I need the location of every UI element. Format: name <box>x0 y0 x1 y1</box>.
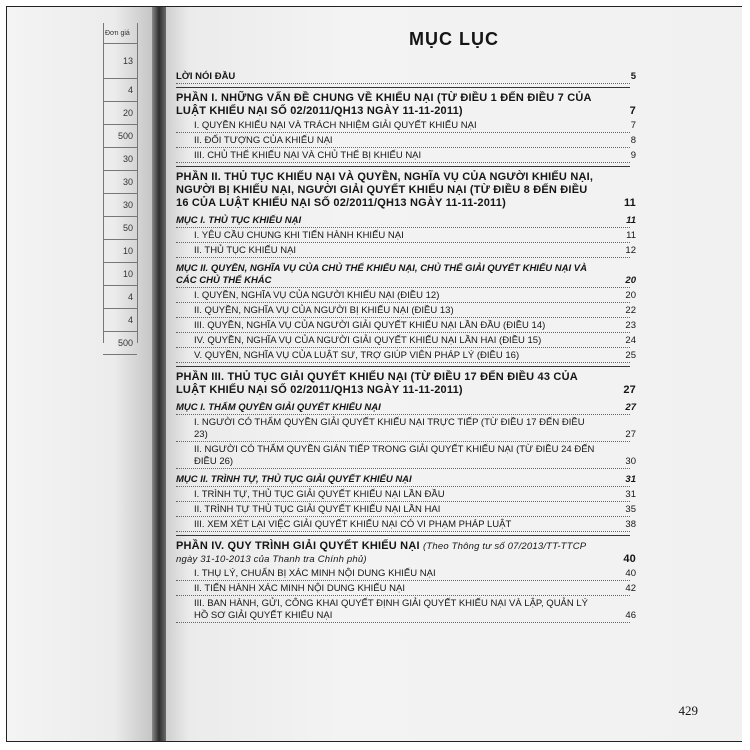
left-page-value: 10 <box>103 240 137 263</box>
section-divider <box>176 535 630 536</box>
right-page <box>166 7 742 741</box>
left-page-value: 500 <box>103 125 137 148</box>
table-line <box>137 23 138 343</box>
toc-entry-text: V. QUYỀN, NGHĨA VỤ CỦA LUẬT SƯ, TRỢ GIÚP VIÊN PHÁP LÝ (ĐIỀU 16) <box>194 350 520 361</box>
toc-entry-text: PHẦN III. THỦ TỤC GIẢI QUYẾT KHIẾU NẠI (TỪ ĐIỀU 17 ĐẾN ĐIỀU 43 CỦA LUẬT KHIẾU NẠI SỐ 02/2011/QH13 NGÀY 11-11-2011) <box>176 371 578 396</box>
toc-entry-text: II. ĐỐI TƯỢNG CỦA KHIẾU NẠI <box>194 135 333 146</box>
toc-section <box>176 263 636 288</box>
toc-entry-text: LỜI NÓI ĐẦU <box>176 71 236 82</box>
toc-page-number: 27 <box>625 402 636 413</box>
toc-page-number: 31 <box>625 474 636 485</box>
toc-page-number: 12 <box>625 245 636 256</box>
toc-part <box>176 92 636 118</box>
toc-preface <box>176 71 636 84</box>
toc-page-number: 5 <box>630 71 636 82</box>
section-divider <box>176 87 630 88</box>
toc-entry-text: II. TIẾN HÀNH XÁC MINH NỘI DUNG KHIẾU NẠI <box>194 583 405 594</box>
toc-entry-text: PHẦN II. THỦ TỤC KHIẾU NẠI VÀ QUYỀN, NGHĨA VỤ CỦA NGƯỜI KHIẾU NẠI, NGƯỜI BỊ KHIẾU NẠI, NGƯỜI GIẢI QUYẾT KHIẾU NẠI (TỪ ĐIỀU 8 ĐẾN ĐIỀU 16 CỦA LUẬT KHIẾU NẠI SỐ 02/2011/QH13 NGÀY 11-11-2011) <box>176 171 594 209</box>
toc-item <box>176 504 636 517</box>
toc-item <box>176 598 636 623</box>
toc-entry-note: (Theo Thông tư số 07/2013/TT-TTCP ngày 31-10-2013 của Thanh tra Chính phủ) <box>176 541 586 565</box>
toc-item <box>176 320 636 333</box>
toc-page-number: 25 <box>625 350 636 361</box>
toc-entry-text: I. THỤ LÝ, CHUẨN BỊ XÁC MINH NỘI DUNG KHIẾU NẠI <box>194 568 436 579</box>
toc-item <box>176 568 636 581</box>
section-divider <box>176 366 630 367</box>
toc-item <box>176 444 636 469</box>
toc-entry-text: MỤC I. THẨM QUYỀN GIẢI QUYẾT KHIẾU NẠI <box>176 402 381 413</box>
toc-page-number: 46 <box>625 610 636 621</box>
toc-entry-text: III. BAN HÀNH, GỬI, CÔNG KHAI QUYẾT ĐỊNH GIẢI QUYẾT KHIẾU NẠI VÀ LẬP, QUẢN LÝ HỒ SƠ GIẢI QUYẾT KHIẾU NẠI <box>194 598 589 621</box>
left-page-value: 4 <box>103 286 137 309</box>
toc-entry-text: PHẦN I. NHỮNG VẤN ĐỀ CHUNG VỀ KHIẾU NẠI (TỪ ĐIỀU 1 ĐẾN ĐIỀU 7 CỦA LUẬT KHIẾU NẠI SỐ 02/2011/QH13 NGÀY 11-11-2011) <box>176 92 592 117</box>
left-page-value: 20 <box>103 102 137 125</box>
toc-section <box>176 402 636 415</box>
toc-page-number: 7 <box>630 120 636 131</box>
toc-entry-text: I. QUYỀN, NGHĨA VỤ CỦA NGƯỜI KHIẾU NẠI (ĐIỀU 12) <box>194 290 440 301</box>
toc-page-number: 20 <box>625 275 636 286</box>
toc-entry-text: IV. QUYỀN, NGHĨA VỤ CỦA NGƯỜI GIẢI QUYẾT KHIẾU NẠI LẦN HAI (ĐIỀU 15) <box>194 335 542 346</box>
toc-page-number: 38 <box>625 519 636 530</box>
toc-part <box>176 171 636 210</box>
toc-item <box>176 150 636 163</box>
toc-item <box>176 245 636 258</box>
left-page-number-column <box>103 23 137 355</box>
toc-entry-text: I. TRÌNH TỰ, THỦ TỤC GIẢI QUYẾT KHIẾU NẠI LẦN ĐẦU <box>194 489 445 500</box>
left-page-header <box>103 23 137 44</box>
toc-entry-text: II. TRÌNH TỰ THỦ TỤC GIẢI QUYẾT KHIẾU NẠI LẦN HAI <box>194 504 441 515</box>
toc-item <box>176 519 636 532</box>
toc-item <box>176 583 636 596</box>
toc-entry-text: II. QUYỀN, NGHĨA VỤ CỦA NGƯỜI BỊ KHIẾU NẠI (ĐIỀU 13) <box>194 305 454 316</box>
toc-page-number: 22 <box>625 305 636 316</box>
toc-section <box>176 215 636 228</box>
page-title: MỤC LỤC <box>409 29 499 49</box>
left-page-value: 500 <box>103 332 137 355</box>
toc-page-number: 27 <box>625 429 636 440</box>
toc-page-number: 20 <box>625 290 636 301</box>
toc-page-number: 11 <box>626 215 636 226</box>
toc-item <box>176 290 636 303</box>
left-page-value: 4 <box>103 79 137 102</box>
toc-page-number: 24 <box>625 335 636 346</box>
toc-page-number: 40 <box>623 553 636 565</box>
toc-entry-text: I. YÊU CẦU CHUNG KHI TIẾN HÀNH KHIẾU NẠI <box>194 230 404 241</box>
toc-item <box>176 230 636 243</box>
left-page-value: 50 <box>103 217 137 240</box>
toc-page-number: 23 <box>625 320 636 331</box>
toc-part <box>176 540 636 566</box>
toc-entry-text: MỤC I. THỦ TỤC KHIẾU NẠI <box>176 215 302 226</box>
toc-page-number: 9 <box>630 150 636 161</box>
toc-entry-text: I. QUYỀN KHIẾU NẠI VÀ TRÁCH NHIỆM GIẢI QUYẾT KHIẾU NẠI <box>194 120 477 131</box>
left-page-value: 10 <box>103 263 137 286</box>
left-header-col2: Đơn giá <box>105 29 130 37</box>
toc-page-number: 42 <box>625 583 636 594</box>
left-page-value: 30 <box>103 194 137 217</box>
toc-item <box>176 305 636 318</box>
toc-part <box>176 371 636 397</box>
toc-entry-text: II. NGƯỜI CÓ THẨM QUYỀN GIÁN TIẾP TRONG GIẢI QUYẾT KHIẾU NẠI (TỪ ĐIỀU 24 ĐẾN ĐIỀU 26) <box>194 444 595 467</box>
toc-page-number: 27 <box>623 384 636 396</box>
toc-page-number: 31 <box>625 489 636 500</box>
toc-page-number: 11 <box>626 230 636 241</box>
toc-entry-text: III. CHỦ THỂ KHIẾU NẠI VÀ CHỦ THỂ BỊ KHIẾU NẠI <box>194 150 422 161</box>
left-page-value: 30 <box>103 148 137 171</box>
toc-entry-text: MỤC II. TRÌNH TỰ, THỦ TỤC GIẢI QUYẾT KHIẾU NẠI <box>176 474 412 485</box>
toc-page-number: 8 <box>630 135 636 146</box>
toc-page-number: 40 <box>625 568 636 579</box>
left-page-value: 13 <box>103 44 137 79</box>
table-of-contents <box>176 67 636 623</box>
toc-item <box>176 489 636 502</box>
toc-item <box>176 350 636 363</box>
toc-item <box>176 135 636 148</box>
toc-page-number: 7 <box>629 105 636 117</box>
page-number: 429 <box>678 703 698 718</box>
toc-entry-text: III. QUYỀN, NGHĨA VỤ CỦA NGƯỜI GIẢI QUYẾT KHIẾU NẠI LẦN ĐẦU (ĐIỀU 14) <box>194 320 546 331</box>
toc-page-number: 30 <box>625 456 636 467</box>
left-page-value: 4 <box>103 309 137 332</box>
section-divider <box>176 166 630 167</box>
left-page <box>7 7 160 741</box>
toc-section <box>176 474 636 487</box>
toc-entry-text: PHẦN IV. QUY TRÌNH GIẢI QUYẾT KHIẾU NẠI <box>176 540 420 552</box>
left-page-value: 30 <box>103 171 137 194</box>
toc-page-number: 11 <box>623 197 636 209</box>
toc-item <box>176 417 636 442</box>
toc-page-number: 35 <box>625 504 636 515</box>
toc-item <box>176 120 636 133</box>
toc-item <box>176 335 636 348</box>
book-spine <box>152 7 166 741</box>
toc-entry-text: I. NGƯỜI CÓ THẨM QUYỀN GIẢI QUYẾT KHIẾU NẠI TRỰC TIẾP (TỪ ĐIỀU 17 ĐẾN ĐIỀU 23) <box>194 417 585 440</box>
toc-entry-text: III. XEM XÉT LẠI VIỆC GIẢI QUYẾT KHIẾU NẠI CÓ VI PHẠM PHÁP LUẬT <box>194 519 512 530</box>
toc-entry-text: II. THỦ TỤC KHIẾU NẠI <box>194 245 297 256</box>
toc-entry-text: MỤC II. QUYỀN, NGHĨA VỤ CỦA CHỦ THỂ KHIẾU NẠI, CHỦ THỂ GIẢI QUYẾT KHIẾU NẠI VÀ CÁC CHỦ THỂ KHÁC <box>176 263 587 286</box>
